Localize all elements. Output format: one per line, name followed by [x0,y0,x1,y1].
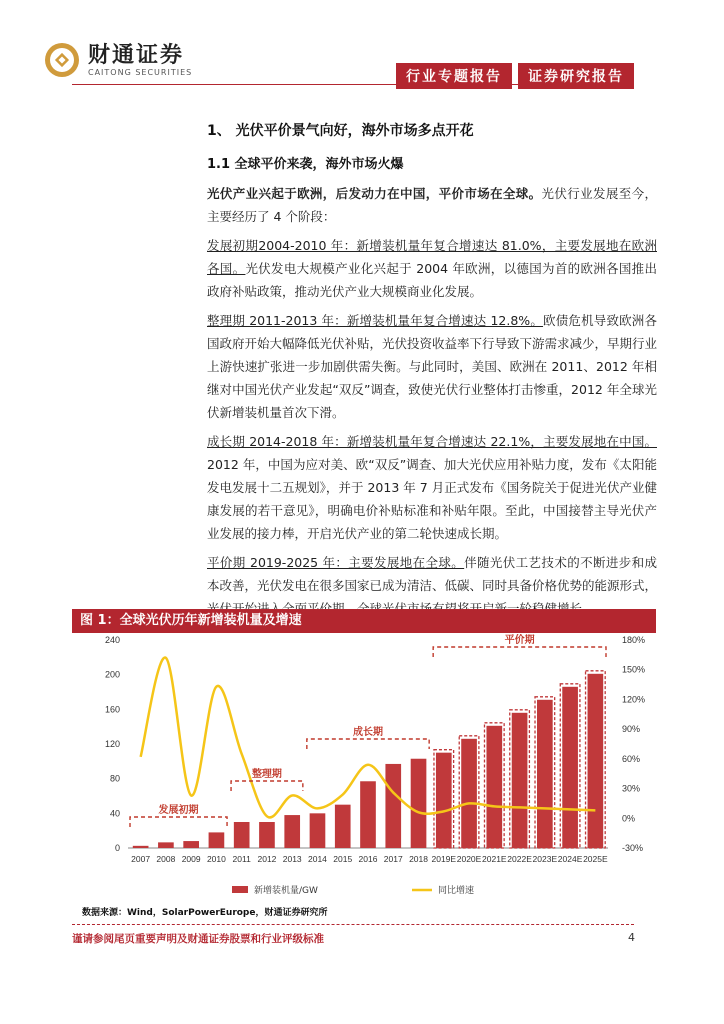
y-left-tick-label: 160 [104,704,120,715]
y-left-tick-label: 240 [104,635,120,645]
page-number: 4 [628,931,635,944]
x-tick-label: 2019E [431,854,457,864]
y-right-tick-label: 60% [622,753,641,764]
x-tick-label: 2023E [532,854,558,864]
x-tick-label: 2025E [583,854,608,864]
x-tick-label: 2021E [482,854,507,864]
y-right-tick-label: 30% [622,783,641,794]
section-heading: 1、 光伏平价景气向好，海外市场多点开花 [207,123,474,139]
phase-label: 整理期 [251,769,282,780]
forecast-bar [562,687,578,848]
stage-3-text: 2012 年，中国为应对美、欧“双反”调查、加大光伏应用补贴力度，发布《太阳能发电发展十二五规划》，并于 2013 年 7 月正式发布《国务院关于促进光伏产业健康发展的若干意见》，明确电价补贴标准和补贴年限。至此，中国接替主导光伏产业发展的接力棒，开启光伏产业的第二轮快速成长期。 [207,457,657,541]
bar [335,805,351,848]
stage-2-heading: 整理期 2011-2013 年：新增装机量年复合增速达 12.8%。 [207,313,544,328]
y-left-tick-label: 40 [109,808,120,819]
bar [284,815,300,848]
x-tick-label: 2017 [383,854,403,864]
subsection-heading: 1.1 全球平价来袭，海外市场火爆 [207,157,404,172]
x-tick-label: 2013 [282,854,302,864]
legend-line-label: 同比增速 [438,886,475,896]
forecast-bar [461,739,477,848]
x-tick-label: 2009 [181,854,201,864]
stage-1-paragraph [207,234,657,303]
phase-bracket [231,781,303,791]
stage-4-text: 伴随光伏工艺技术的不断进步和成本改善，光伏发电在很多国家已成为清洁、低碳、同时具备价格优势的能源形式， [207,555,658,593]
y-right-tick-label: 90% [622,724,641,735]
stage-1-text: 光伏发电大规模产业化兴起于 2004 年欧洲，以德国为首的欧洲各国推出政府补贴政策，推动光伏产业大规模商业化发展。 [207,261,657,299]
report-type-tag: 行业专题报告 [396,63,512,89]
legend-bar-label: 新增装机量/GW [254,886,318,896]
stage-1-heading: 发展初期2004-2010 年：新增装机量年复合增速达 81.0%，主要发展地在欧洲各国。 [207,238,657,276]
bar [133,846,149,848]
y-right-tick-label: 180% [622,635,646,645]
x-tick-label: 2007 [131,854,151,864]
stage-3-heading: 成长期 2014-2018 年：新增装机量年复合增速达 22.1%，主要发展地在中国。 [207,434,657,449]
forecast-bar [512,713,528,848]
stage-2-text: 欧债危机导致欧洲各国政府开始大幅降低光伏补贴，光伏投资收益率下行导致下游需求减少，早期行业上游快速扩张进一步加剧供需失衡。与此同时，美国、欧洲在 2011、2012 年相继对中国光伏产业发起“双反”调查，致使光伏行业整体打击惨重，2012 年全球光伏新增装机量首次下滑。 [207,313,658,420]
research-report-tag: 证券研究报告 [518,63,634,89]
footer-disclaimer: 谨请参阅尾页重要声明及财通证券股票和行业评级标准 [72,933,324,945]
x-tick-label: 2016 [358,854,378,864]
phase-bracket [433,647,606,657]
bar [234,822,250,848]
x-tick-label: 2024E [557,854,583,864]
forecast-bar [486,726,502,848]
intro-bold: 光伏产业兴起于欧洲，后发动力在中国，平价市场在全球。 [207,186,542,201]
legend-bar-swatch [232,886,248,893]
bar [209,832,225,848]
bar [385,764,401,848]
figure-source: 数据来源：Wind，SolarPowerEurope，财通证券研究所 [82,908,328,918]
forecast-bar [537,700,553,848]
forecast-bar [436,753,452,848]
forecast-bar [588,674,604,848]
footer-divider [72,924,634,925]
header-tags [396,63,634,89]
x-tick-label: 2018 [409,854,428,864]
x-tick-label: 2014 [308,854,327,864]
x-tick-label: 2012 [257,854,277,864]
y-right-tick-label: 120% [622,694,646,705]
bar [259,822,275,848]
bar [183,841,199,848]
y-right-tick-label: 0% [622,813,636,824]
phase-bracket [130,817,227,827]
logo-coin-icon [44,42,80,78]
phase-label: 发展初期 [158,805,199,816]
stage-2-paragraph [207,309,657,424]
bar [360,781,376,848]
phase-bracket [307,739,429,749]
intro-text: 光伏行业发展至今，主要经历了 4 个阶段： [207,186,657,224]
bar [411,759,427,848]
stage-3-paragraph [207,430,657,545]
y-left-tick-label: 80 [109,773,120,784]
stage-4-heading: 平价期 2019-2025 年：主要发展地在全球。 [207,555,465,570]
company-logo [44,42,192,78]
bar [310,813,326,848]
phase-label: 平价期 [504,635,535,646]
y-right-tick-label: 150% [622,664,646,675]
y-left-tick-label: 120 [104,739,120,749]
y-left-tick-label: 200 [104,669,120,680]
logo-chinese-name: 财通证券 [88,42,185,68]
x-tick-label: 2008 [156,854,176,864]
x-tick-label: 2020E [456,854,482,864]
bar [158,842,174,848]
y-left-tick-label: 0 [114,843,120,853]
report-body [207,120,657,626]
intro-paragraph [207,182,657,228]
figure-title: 图 1：全球光伏历年新增装机量及增速 [72,609,656,633]
installations-chart [72,634,656,900]
header-divider [72,84,634,85]
logo-english-name: CAITONG SECURITIES [88,67,193,77]
phase-label: 成长期 [353,727,383,738]
x-tick-label: 2015 [333,854,353,864]
y-right-tick-label: -30% [622,843,644,853]
x-tick-label: 2022E [507,854,532,864]
x-tick-label: 2010 [206,854,226,864]
x-tick-label: 2011 [232,854,251,864]
